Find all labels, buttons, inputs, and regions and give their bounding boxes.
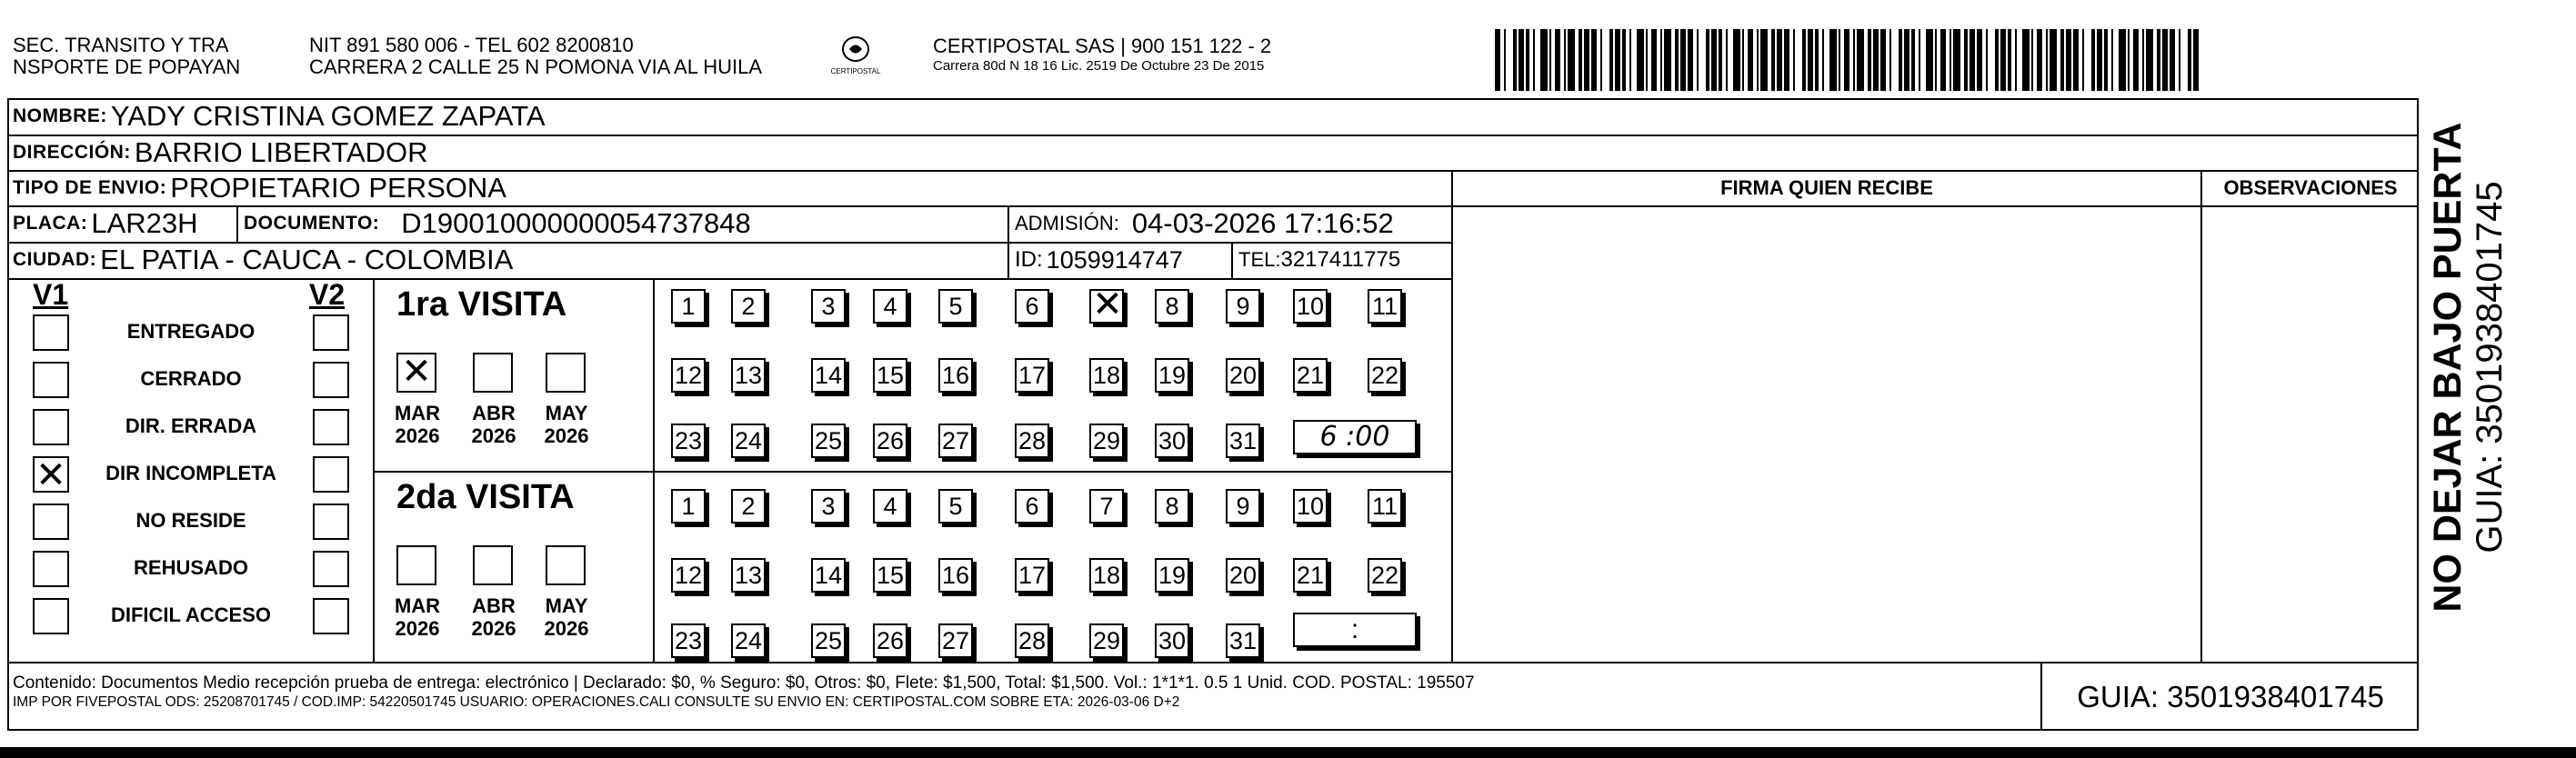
visit1-time[interactable]	[1293, 420, 1417, 454]
day-box[interactable]: 16	[938, 358, 973, 393]
barcode	[1491, 27, 2200, 93]
day-box[interactable]: 13	[731, 558, 766, 593]
day-box[interactable]	[1089, 284, 1124, 325]
status-option-label: DIFICIL ACCESO	[110, 603, 271, 626]
nombre-row	[13, 98, 546, 135]
day-box[interactable]: 6	[1015, 489, 1049, 524]
day-box[interactable]: 10	[1293, 289, 1328, 324]
no-dejar-warning: NO DEJAR BAJO PUERTA	[2426, 122, 2470, 613]
day-box[interactable]: 23	[671, 424, 706, 458]
tipo-label: TIPO DE ENVIO:	[13, 177, 167, 198]
visit2-title: 2da VISITA	[396, 478, 575, 516]
side-label	[2426, 95, 2526, 640]
day-box[interactable]: 27	[938, 424, 973, 458]
day-box[interactable]: 4	[873, 489, 907, 524]
admision-cell	[1015, 205, 1394, 242]
v2-checkbox[interactable]	[313, 598, 349, 634]
ciudad-value: EL PATIA - CAUCA - COLOMBIA	[100, 244, 514, 275]
v2-header: V2	[309, 278, 346, 311]
day-box[interactable]: 31	[1226, 424, 1260, 458]
v2-checkbox[interactable]	[313, 456, 349, 493]
sender-contact	[309, 35, 762, 78]
day-box[interactable]: 31	[1226, 623, 1260, 658]
day-box[interactable]: 19	[1155, 558, 1189, 593]
day-box[interactable]: 28	[1015, 623, 1049, 658]
divider	[373, 471, 1453, 473]
day-box[interactable]: 11	[1368, 289, 1402, 324]
day-box[interactable]: 17	[1015, 558, 1049, 593]
footer-line1: Contenido: Documentos Medio recepción prueba de entrega: electrónico | Declarado: $0, % Seguro: $0, Otros: $0, Flete: $1,500, Total: $1,500. Vol.: 1*1*1. 0.5 1 Unid. COD. POSTAL: 195507	[13, 673, 1475, 693]
day-box[interactable]: 5	[938, 489, 973, 524]
visit1-title: 1ra VISITA	[396, 285, 567, 324]
day-box[interactable]: 29	[1089, 623, 1124, 658]
divider	[653, 278, 655, 662]
month-checkbox[interactable]	[473, 545, 513, 585]
visit1-time-value: 6 :00	[1319, 421, 1390, 453]
day-box[interactable]: 13	[731, 358, 766, 393]
month-label: MAY 2026	[544, 594, 589, 640]
logo-text: CERTIPOSTAL	[830, 67, 881, 75]
sender-line2: NSPORTE DE POPAYAN	[13, 55, 241, 78]
sender-line1: SEC. TRANSITO Y TRA	[13, 34, 229, 56]
day-box[interactable]: 18	[1089, 358, 1124, 393]
month-label: MAY 2026	[544, 402, 589, 447]
status-option-label: DIR. ERRADA	[125, 414, 257, 437]
day-box[interactable]: 24	[731, 623, 766, 658]
nombre-label: NOMBRE:	[13, 105, 107, 126]
placa-label: PLACA:	[13, 213, 88, 234]
day-box[interactable]: 3	[811, 489, 846, 524]
id-cell	[1015, 242, 1183, 278]
footer-line2: IMP POR FIVEPOSTAL ODS: 25208701745 / COD.IMP: 54220501745 USUARIO: OPERACIONES.CALI CONSULTE SU ENVIO EN: CERTIPOSTAL.COM SOBRE ETA: 2026-03-06 D+2	[13, 694, 1180, 710]
day-box[interactable]: 14	[811, 558, 846, 593]
divider	[1231, 242, 1233, 278]
month-checkbox[interactable]	[546, 353, 586, 393]
v1-checkbox[interactable]	[33, 504, 69, 540]
tipo-value: PROPIETARIO PERSONA	[170, 172, 506, 204]
v1-checkbox[interactable]	[33, 454, 69, 496]
visit2-time[interactable]	[1293, 613, 1417, 647]
footer-info	[13, 673, 2031, 712]
ciudad-cell	[13, 242, 513, 278]
divider	[1007, 205, 1009, 278]
divider	[373, 278, 375, 662]
day-box[interactable]: 15	[873, 358, 907, 393]
day-box[interactable]: 21	[1293, 358, 1328, 393]
v1-checkbox[interactable]	[33, 314, 69, 351]
v1-checkbox[interactable]	[33, 551, 69, 587]
admision-label: ADMISIÓN:	[1015, 212, 1119, 234]
direccion-value: BARRIO LIBERTADOR	[134, 136, 428, 168]
tel-value: 3217411775	[1280, 247, 1401, 272]
day-box[interactable]: 4	[873, 289, 907, 324]
day-box[interactable]: 12	[671, 558, 706, 593]
status-option-label: ENTREGADO	[126, 320, 256, 343]
observaciones-area[interactable]	[2202, 207, 2419, 662]
v2-checkbox[interactable]	[313, 551, 349, 587]
firma-signature-area[interactable]	[1453, 207, 2200, 662]
day-box[interactable]: 8	[1155, 289, 1189, 324]
day-box[interactable]: 12	[671, 358, 706, 393]
nit-line: NIT 891 580 006 - TEL 602 8200810	[309, 34, 634, 56]
day-box[interactable]: 18	[1089, 558, 1124, 593]
month-checkbox[interactable]	[396, 353, 436, 393]
day-box[interactable]: 27	[938, 623, 973, 658]
day-box[interactable]: 22	[1368, 358, 1402, 393]
v2-checkbox[interactable]	[313, 362, 349, 398]
month-checkbox[interactable]	[396, 545, 436, 585]
month-label: MAR 2026	[394, 594, 441, 640]
day-box[interactable]: 3	[811, 289, 846, 324]
day-box[interactable]: 29	[1089, 424, 1124, 458]
day-box[interactable]: 20	[1226, 358, 1260, 393]
month-checkbox[interactable]	[546, 545, 586, 585]
placa-cell	[13, 205, 198, 242]
v2-checkbox[interactable]	[313, 504, 349, 540]
month-checkbox[interactable]	[473, 353, 513, 393]
tipo-row	[13, 170, 506, 206]
status-option-label: NO RESIDE	[135, 509, 246, 532]
observaciones-header: OBSERVACIONES	[2223, 176, 2398, 199]
v1-checkbox[interactable]	[33, 409, 69, 445]
day-box[interactable]: 1	[671, 289, 706, 324]
day-box[interactable]: 5	[938, 289, 973, 324]
documento-value: D190010000000054737848	[401, 207, 751, 239]
v2-checkbox[interactable]	[313, 409, 349, 445]
month-label: ABR 2026	[471, 402, 516, 447]
visit2-time-value: :	[1350, 614, 1359, 644]
day-box[interactable]: 28	[1015, 424, 1049, 458]
day-box[interactable]: 26	[873, 424, 907, 458]
ciudad-label: CIUDAD:	[13, 249, 97, 270]
day-box[interactable]: 11	[1368, 489, 1402, 524]
month-label: MAR 2026	[394, 402, 441, 447]
v1-checkbox[interactable]	[33, 598, 69, 634]
v1-header: V1	[33, 278, 69, 311]
divider	[7, 278, 1453, 280]
direccion-row	[13, 135, 428, 171]
day-box[interactable]: 9	[1226, 289, 1260, 324]
certipostal-logo	[823, 31, 888, 82]
v2-checkbox[interactable]	[313, 314, 349, 351]
license-line: Carrera 80d N 18 16 Lic. 2519 De Octubre 23 De 2015	[933, 58, 1265, 74]
day-box[interactable]: 26	[873, 623, 907, 658]
day-box[interactable]: 10	[1293, 489, 1328, 524]
day-box[interactable]: 7	[1089, 489, 1124, 524]
id-label: ID:	[1015, 247, 1043, 272]
admision-value: 04-03-2026 17:16:52	[1131, 207, 1394, 239]
divider	[236, 205, 238, 242]
placa-value: LAR23H	[91, 207, 198, 239]
status-option-label: CERRADO	[140, 367, 242, 390]
day-box[interactable]: 9	[1226, 489, 1260, 524]
company-info	[933, 35, 1271, 75]
day-box[interactable]: 17	[1015, 358, 1049, 393]
day-box[interactable]: 30	[1155, 424, 1189, 458]
v1-checkbox[interactable]	[33, 362, 69, 398]
status-option-label: REHUSADO	[134, 556, 248, 579]
day-box[interactable]: 14	[811, 358, 846, 393]
status-option-label: DIR INCOMPLETA	[105, 462, 276, 484]
day-box[interactable]: 24	[731, 424, 766, 458]
day-box[interactable]: 20	[1226, 558, 1260, 593]
day-box[interactable]: 22	[1368, 558, 1402, 593]
check-mark-icon: ✕	[401, 351, 432, 393]
firma-header: FIRMA QUIEN RECIBE	[1720, 176, 1933, 199]
sender-name	[13, 35, 240, 78]
address-line: CARRERA 2 CALLE 25 N POMONA VIA AL HUILA	[309, 55, 763, 78]
check-mark-icon: ✕	[35, 454, 66, 496]
day-box[interactable]: 25	[811, 424, 846, 458]
bottom-band	[0, 747, 2576, 758]
day-box[interactable]: 23	[671, 623, 706, 658]
day-box[interactable]: 16	[938, 558, 973, 593]
company-line: CERTIPOSTAL SAS | 900 151 122 - 2	[933, 35, 1272, 57]
day-box[interactable]: 1	[671, 489, 706, 524]
documento-label: DOCUMENTO:	[244, 213, 380, 234]
day-box[interactable]: 25	[811, 623, 846, 658]
day-box[interactable]: 19	[1155, 358, 1189, 393]
tel-label: TEL:	[1238, 248, 1281, 271]
tel-cell	[1238, 242, 1400, 278]
id-value: 1059914747	[1046, 245, 1183, 274]
month-label: ABR 2026	[471, 594, 516, 640]
documento-cell	[244, 205, 751, 242]
day-box[interactable]: 2	[731, 489, 766, 524]
day-box[interactable]: 6	[1015, 289, 1049, 324]
day-box[interactable]: 30	[1155, 623, 1189, 658]
side-guia: GUIA: 3501938401745	[2470, 181, 2510, 554]
nombre-value: YADY CRISTINA GOMEZ ZAPATA	[110, 100, 546, 132]
day-box[interactable]: 8	[1155, 489, 1189, 524]
footer-guia: GUIA: 3501938401745	[2077, 680, 2384, 713]
day-box[interactable]: 21	[1293, 558, 1328, 593]
day-marked-icon: ✕	[1092, 284, 1123, 325]
day-box[interactable]: 2	[731, 289, 766, 324]
day-box[interactable]: 15	[873, 558, 907, 593]
direccion-label: DIRECCIÓN:	[13, 142, 131, 163]
